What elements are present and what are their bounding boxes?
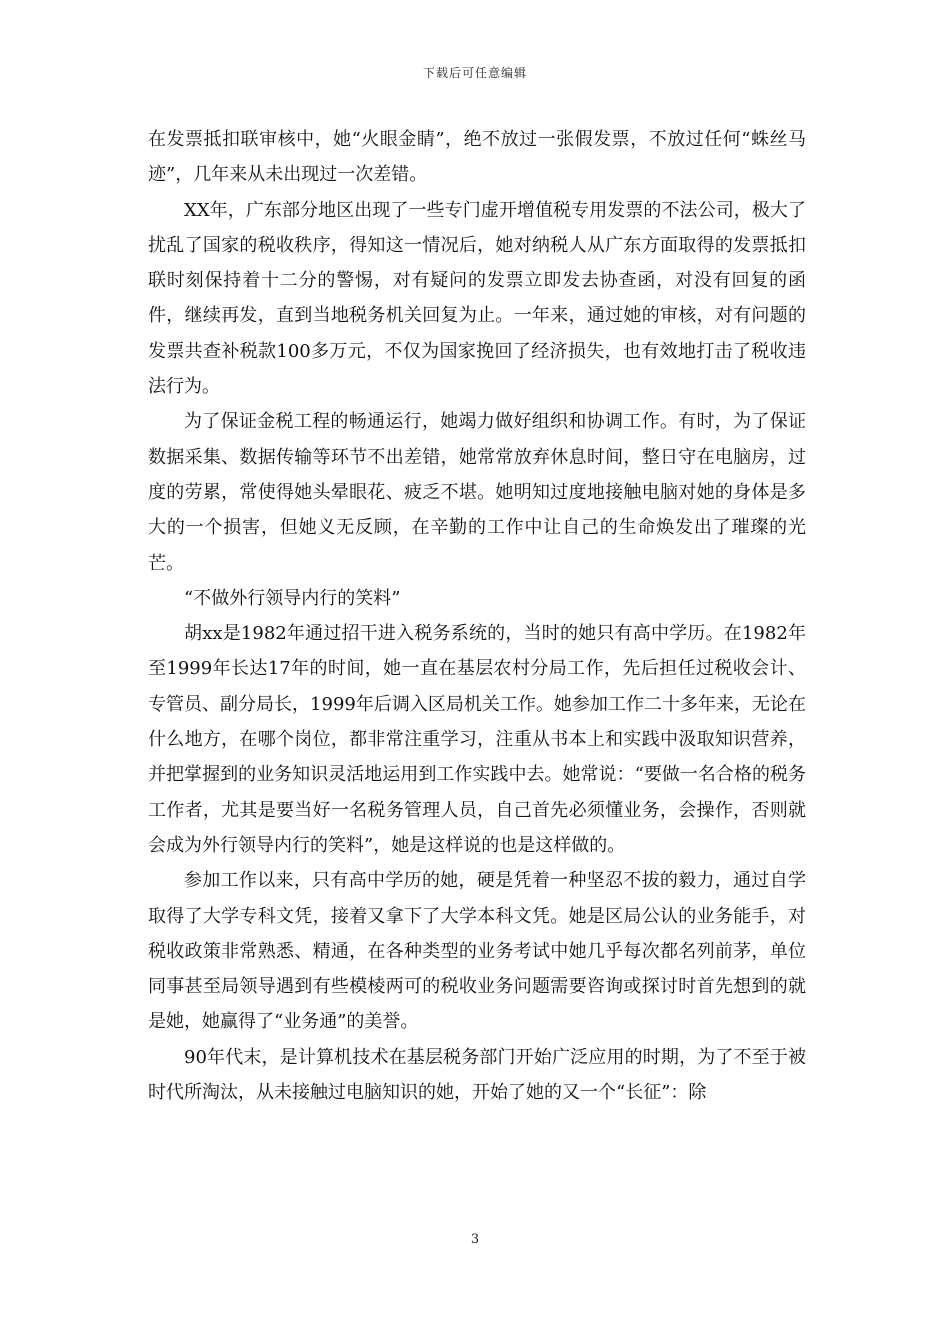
page-number: 3 — [470, 1232, 480, 1247]
paragraph: 参加工作以来，只有高中学历的她，硬是凭着一种坚忍不拔的毅力，通过自学取得了大学专科文凭，接着又拿下了大学本科文凭。她是区局公认的业务能手，对税收政策非常熟悉、精通，在各种类型的业务考试中她几乎每次都名列前茅，单位同事甚至局领导遇到有些模棱两可的税收业务问题需要咨询或探讨时首先想到的就是她，她赢得了“业务通”的美誉。 — [148, 870, 806, 1033]
document-body — [148, 122, 806, 1110]
paragraph: 90年代末，是计算机技术在基层税务部门开始广泛应用的时期，为了不至于被时代所淘汰，从未接触过电脑知识的她，开始了她的又一个“长征”：除 — [148, 1046, 806, 1104]
paragraph: XX年，广东部分地区出现了一些专门虚开增值税专用发票的不法公司，极大了扰乱了国家的税收秩序，得知这一情况后，她对纳税人从广东方面取得的发票抵扣联时刻保持着十二分的警惕，对有疑问的发票立即发去协查函，对没有回复的函件，继续再发，直到当地税务机关回复为止。一年来，通过她的审核，对有问题的发票共查补税款100多万元，不仅为国家挽回了经济损失，也有效地打击了税收违法行为。 — [148, 199, 806, 398]
paragraph: 为了保证金税工程的畅通运行，她竭力做好组织和协调工作。有时，为了保证数据采集、数据传输等环节不出差错，她常常放弃休息时间，整日守在电脑房，过度的劳累，常使得她头晕眼花、疲乏不堪。她明知过度地接触电脑对她的身体是多大的一个损害，但她义无反顾，在辛勤的工作中让自己的生命焕发出了璀璨的光芒。 — [148, 411, 806, 574]
paragraph: 胡xx是1982年通过招干进入税务系统的，当时的她只有高中学历。在1982年至1999年长达17年的时间，她一直在基层农村分局工作，先后担任过税收会计、专管员、副分局长，1999年后调入区局机关工作。她参加工作二十多年来，无论在什么地方，在哪个岗位，都非常注重学习，注重从书本上和实践中汲取知识营养，并把掌握到的业务知识灵活地运用到工作实践中去。她常说：“要做一名合格的税务工作者，尤其是要当好一名税务管理人员，自己首先必须懂业务，会操作，否则就会成为外行领导内行的笑料”，她是这样说的也是这样做的。 — [148, 623, 806, 856]
page-header: 下载后可任意编辑 — [422, 66, 527, 80]
paragraph-continuation: 在发票抵扣联审核中，她“火眼金睛”，绝不放过一张假发票，不放过任何“蛛丝马迹”，几年来从未出现过一次差错。 — [148, 129, 806, 186]
section-heading: “不做外行领导内行的笑料” — [184, 587, 401, 609]
